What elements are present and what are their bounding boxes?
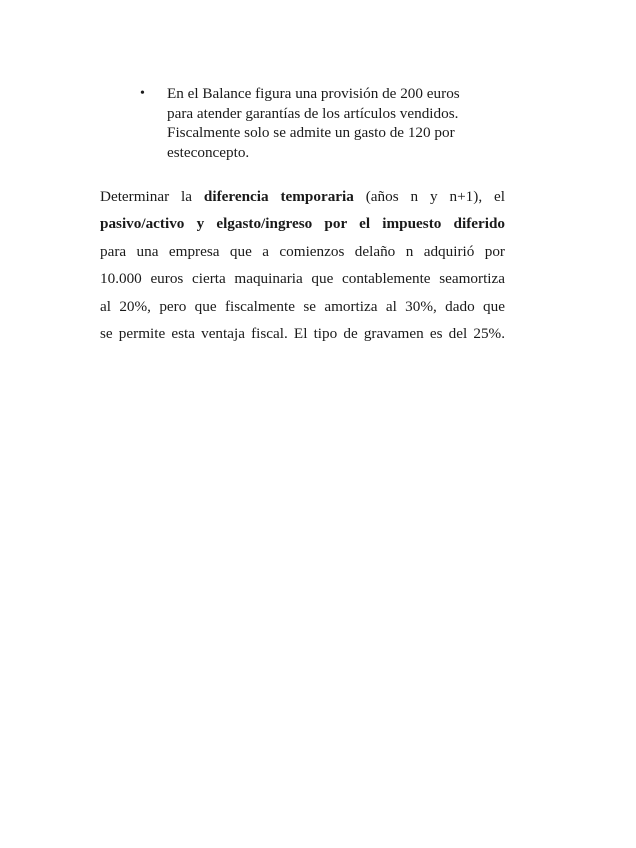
paragraph-line: al 20%, pero que fiscalmente se amortiza al 30%, dado que: [100, 297, 505, 315]
bullet-item: [140, 84, 520, 162]
bullet-line: Fiscalmente solo se admite un gasto de 120 por: [167, 124, 455, 141]
bullet-line: En el Balance figura una provisión de 200 euros: [167, 85, 460, 102]
paragraph-line: [100, 183, 505, 210]
paragraph-text: Determinar la: [100, 188, 204, 205]
bold-term: pasivo/activo y elgasto/ingreso por el impuesto diferido: [100, 215, 505, 233]
paragraph-line: [100, 210, 505, 237]
paragraph-text: (años n y n+1), el: [353, 188, 505, 205]
problem-paragraph: [100, 183, 505, 347]
bullet-text: [167, 84, 460, 162]
bullet-line: para atender garantías de los artículos vendidos.: [167, 104, 459, 122]
bullet-mark: •: [140, 86, 145, 101]
bold-term: diferencia temporaria: [203, 188, 354, 205]
paragraph-line: para una empresa que a comienzos delaño n adquirió por: [100, 242, 505, 260]
paragraph-line: se permite esta ventaja fiscal. El tipo de gravamen es del 25%.: [100, 324, 505, 342]
bullet-line: esteconcepto.: [167, 143, 250, 161]
paragraph-line: 10.000 euros cierta maquinaria que contablemente seamortiza: [100, 270, 505, 288]
